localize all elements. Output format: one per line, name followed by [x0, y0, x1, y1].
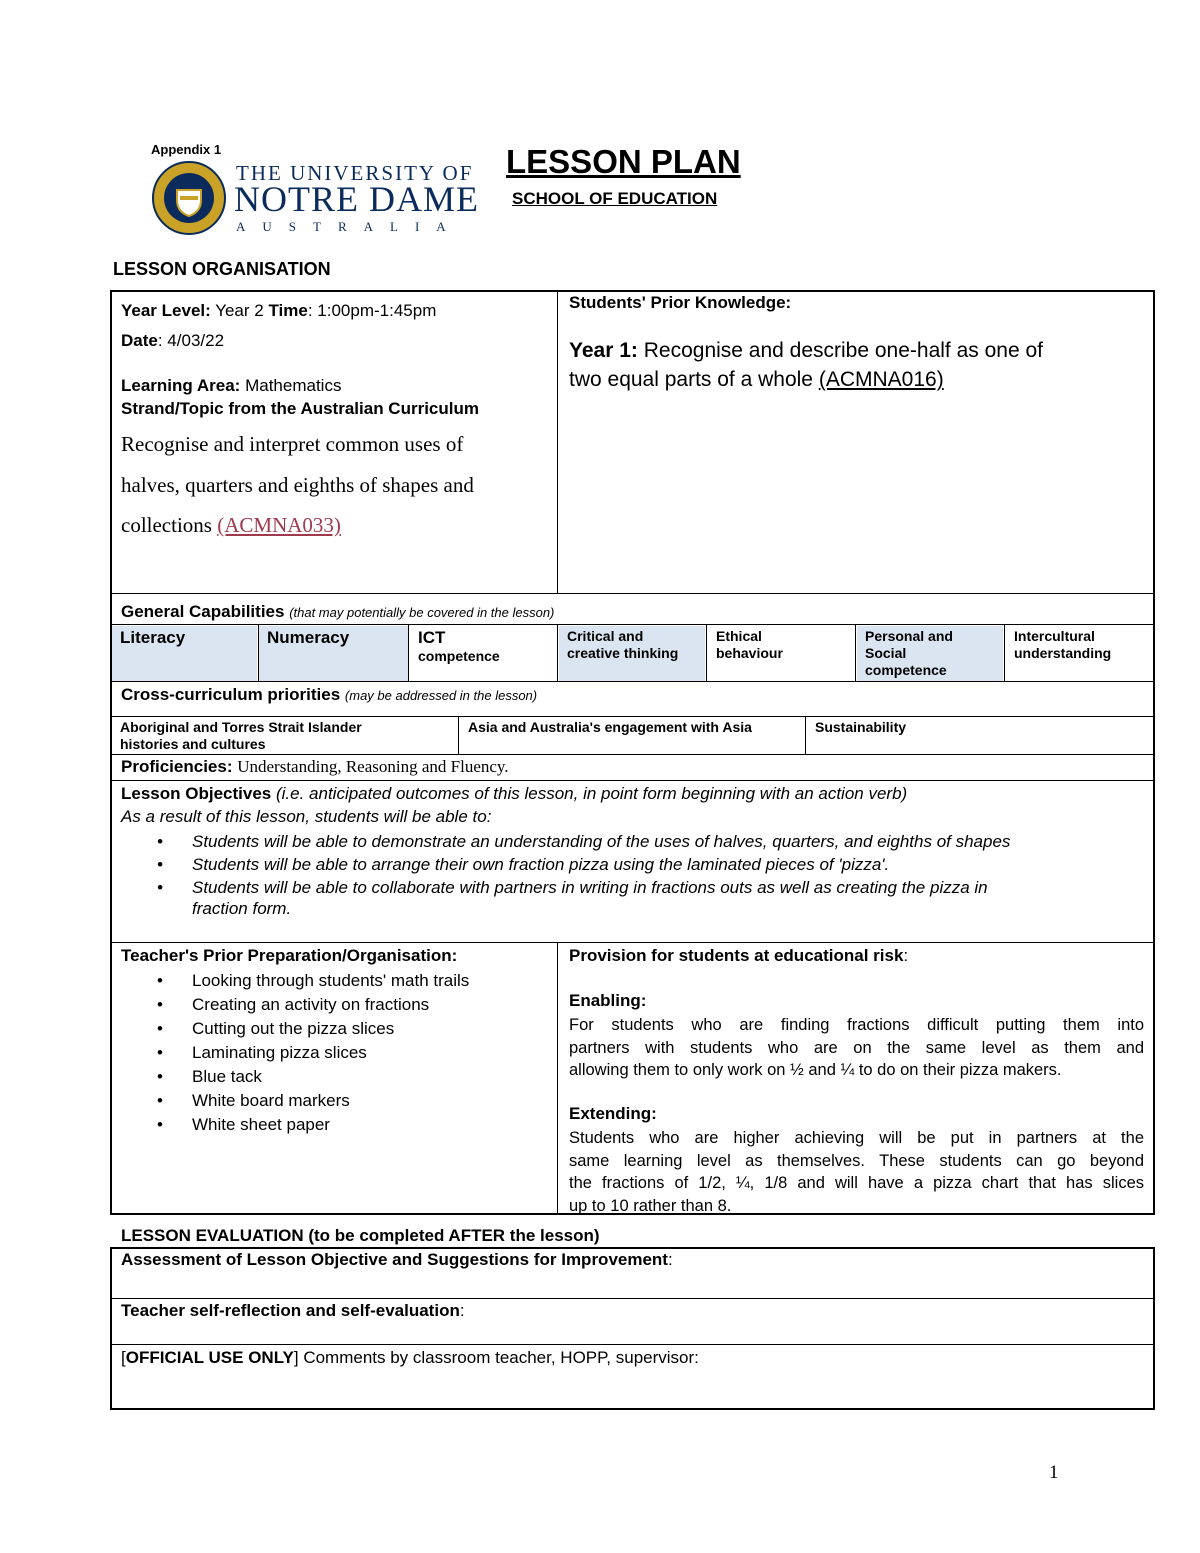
preparation-item: • Cutting out the pizza slices — [121, 1017, 469, 1041]
assessment-label: Assessment of Lesson Objective and Suggestions for Improvement — [121, 1250, 668, 1269]
date-label: Date — [121, 331, 158, 350]
divider — [111, 681, 1154, 682]
preparation-item: • White sheet paper — [121, 1113, 469, 1137]
divider — [557, 625, 558, 681]
page-number: 1 — [1049, 1462, 1059, 1483]
evaluation-heading: LESSON EVALUATION (to be completed AFTER the lesson) — [121, 1226, 600, 1245]
strand-label: Strand/Topic from the Australian Curriculum — [121, 399, 479, 418]
divider — [111, 754, 1154, 755]
year-level-value: Year 2 — [215, 301, 264, 320]
acmna033-link[interactable]: (ACMNA033) — [217, 513, 341, 537]
official-use-line: [OFFICIAL USE ONLY] Comments by classroom teacher, HOPP, supervisor: — [121, 1348, 699, 1367]
divider — [855, 625, 856, 681]
page-title: LESSON PLAN — [506, 143, 741, 180]
capability-intercultural: Intercultural understanding — [1014, 628, 1112, 661]
acmna016-link[interactable]: (ACMNA016) — [818, 368, 944, 391]
university-seal-icon — [150, 158, 228, 236]
objectives-heading-line — [121, 784, 907, 804]
divider — [805, 717, 806, 754]
prior-year-label: Year 1: — [569, 339, 638, 362]
cross-curriculum-label: Cross-curriculum priorities — [121, 685, 341, 704]
divider — [111, 942, 1154, 943]
capability-ethical-behaviour: Ethical behaviour — [716, 628, 783, 661]
prior-knowledge-line2 — [569, 368, 944, 392]
logo-line3: AUSTRALIA — [236, 219, 463, 234]
capability-literacy: Literacy — [112, 626, 257, 681]
provision-label: Provision for students at educational risk — [569, 946, 904, 965]
logo-line2: NOTRE DAME — [234, 179, 479, 219]
objective-item-continuation: fraction form. — [192, 899, 292, 918]
year-level-label: Year Level: — [121, 301, 211, 320]
general-capabilities-line — [121, 602, 554, 622]
preparation-item: • Blue tack — [121, 1065, 469, 1089]
divider — [111, 780, 1154, 781]
capability-critical-thinking: Critical and creative thinking — [559, 626, 705, 681]
strand-text-line2: halves, quarters and eighths of shapes and — [121, 473, 474, 497]
provision-heading-line: Provision for students at educational risk: — [569, 946, 909, 965]
divider — [557, 291, 558, 594]
learning-area-line — [121, 376, 341, 396]
assessment-line: Assessment of Lesson Objective and Suggestions for Improvement: — [121, 1250, 673, 1269]
page-subtitle: SCHOOL OF EDUCATION — [512, 189, 718, 208]
enabling-text: For students who are finding fractions difficult putting them into partners with students who are on the same level as them and allowing them to only work on ½ and ¼ to do on their pizza makers. — [569, 1016, 1144, 1079]
priority-sustainability: Sustainability — [815, 719, 907, 735]
objectives-list — [121, 830, 1010, 899]
appendix-label: Appendix 1 — [151, 142, 222, 157]
extending-text: Students who are higher achieving will be put in partners at the same learning level as themselves. These students can go beyond the fractions of 1/2, ¼, 1/8 and will have a pizza chart that has slices up to 10 rather than 8. — [569, 1129, 1144, 1215]
objective-item: • Students will be able to arrange their own fraction pizza using the laminated pieces of 'pizza'. — [121, 853, 1010, 876]
logo-line1: THE UNIVERSITY OF — [236, 161, 474, 185]
divider — [706, 625, 707, 681]
divider — [111, 1298, 1154, 1299]
general-capabilities-note: (that may potentially be covered in the lesson) — [289, 605, 555, 620]
preparation-item: • White board markers — [121, 1089, 469, 1113]
time-label: Time — [268, 301, 308, 320]
priority-aboriginal: Aboriginal and Torres Strait Islander histories and cultures — [120, 719, 362, 752]
date-value: : 4/03/22 — [157, 331, 225, 350]
general-capabilities-label: General Capabilities — [121, 602, 285, 621]
prior-knowledge-line1 — [569, 339, 1043, 363]
divider — [111, 593, 1154, 594]
proficiencies-line — [121, 757, 509, 777]
preparation-item: • Laminating pizza slices — [121, 1041, 469, 1065]
objectives-note: (i.e. anticipated outcomes of this lesson, in point form beginning with an action verb) — [275, 784, 908, 803]
strand-text-collections: collections — [121, 513, 212, 537]
prior-text-2: two equal parts of a whole — [569, 368, 813, 391]
prior-text-1: Recognise and describe one-half as one of — [643, 339, 1044, 362]
time-value: : 1:00pm-1:45pm — [307, 301, 437, 320]
proficiencies-label: Proficiencies: — [121, 757, 233, 776]
preparation-label: Teacher's Prior Preparation/Organisation: — [121, 946, 458, 965]
strand-text-line1: Recognise and interpret common uses of — [121, 432, 464, 456]
lesson-organisation-heading: LESSON ORGANISATION — [113, 259, 331, 279]
date-line — [121, 331, 224, 351]
divider — [1004, 625, 1005, 681]
objective-item: • Students will be able to collaborate with partners in writing in fractions outs as well as creating the pizza in — [121, 876, 1010, 899]
cross-curriculum-note: (may be addressed in the lesson) — [344, 688, 538, 703]
divider — [111, 624, 1154, 625]
divider — [458, 717, 459, 754]
learning-area-label: Learning Area: — [121, 376, 241, 395]
capability-personal-social: Personal and Social competence — [857, 626, 1003, 681]
reflection-label: Teacher self-reflection and self-evaluation — [121, 1301, 460, 1320]
preparation-item: • Looking through students' math trails — [121, 969, 469, 993]
strand-text-line3 — [121, 513, 341, 538]
preparation-list — [121, 969, 469, 1137]
official-use-text: ] Comments by classroom teacher, HOPP, supervisor: — [293, 1348, 699, 1367]
priority-asia: Asia and Australia's engagement with Asia — [468, 719, 752, 735]
evaluation-table — [110, 1247, 1155, 1410]
divider — [557, 943, 558, 1214]
preparation-item: • Creating an activity on fractions — [121, 993, 469, 1017]
capability-ict: ICT competence — [418, 628, 500, 664]
objectives-intro: As a result of this lesson, students will be able to: — [121, 807, 492, 826]
divider — [408, 625, 409, 681]
objectives-label: Lesson Objectives — [121, 784, 272, 803]
official-use-label: OFFICIAL USE ONLY — [125, 1348, 294, 1367]
university-logo — [150, 158, 479, 238]
cross-curriculum-line — [121, 685, 537, 705]
objective-item: • Students will be able to demonstrate an understanding of the uses of halves, quarters, and eighths of shapes — [121, 830, 1010, 853]
enabling-label: Enabling: — [569, 991, 647, 1010]
extending-label: Extending: — [569, 1104, 657, 1123]
year-time-line — [121, 301, 436, 321]
reflection-line: Teacher self-reflection and self-evaluation: — [121, 1301, 465, 1320]
proficiencies-text: Understanding, Reasoning and Fluency. — [237, 757, 509, 776]
learning-area-value: Mathematics — [245, 376, 342, 395]
prior-knowledge-label: Students' Prior Knowledge: — [569, 293, 792, 312]
capability-numeracy: Numeracy — [259, 626, 408, 681]
divider — [111, 1344, 1154, 1345]
